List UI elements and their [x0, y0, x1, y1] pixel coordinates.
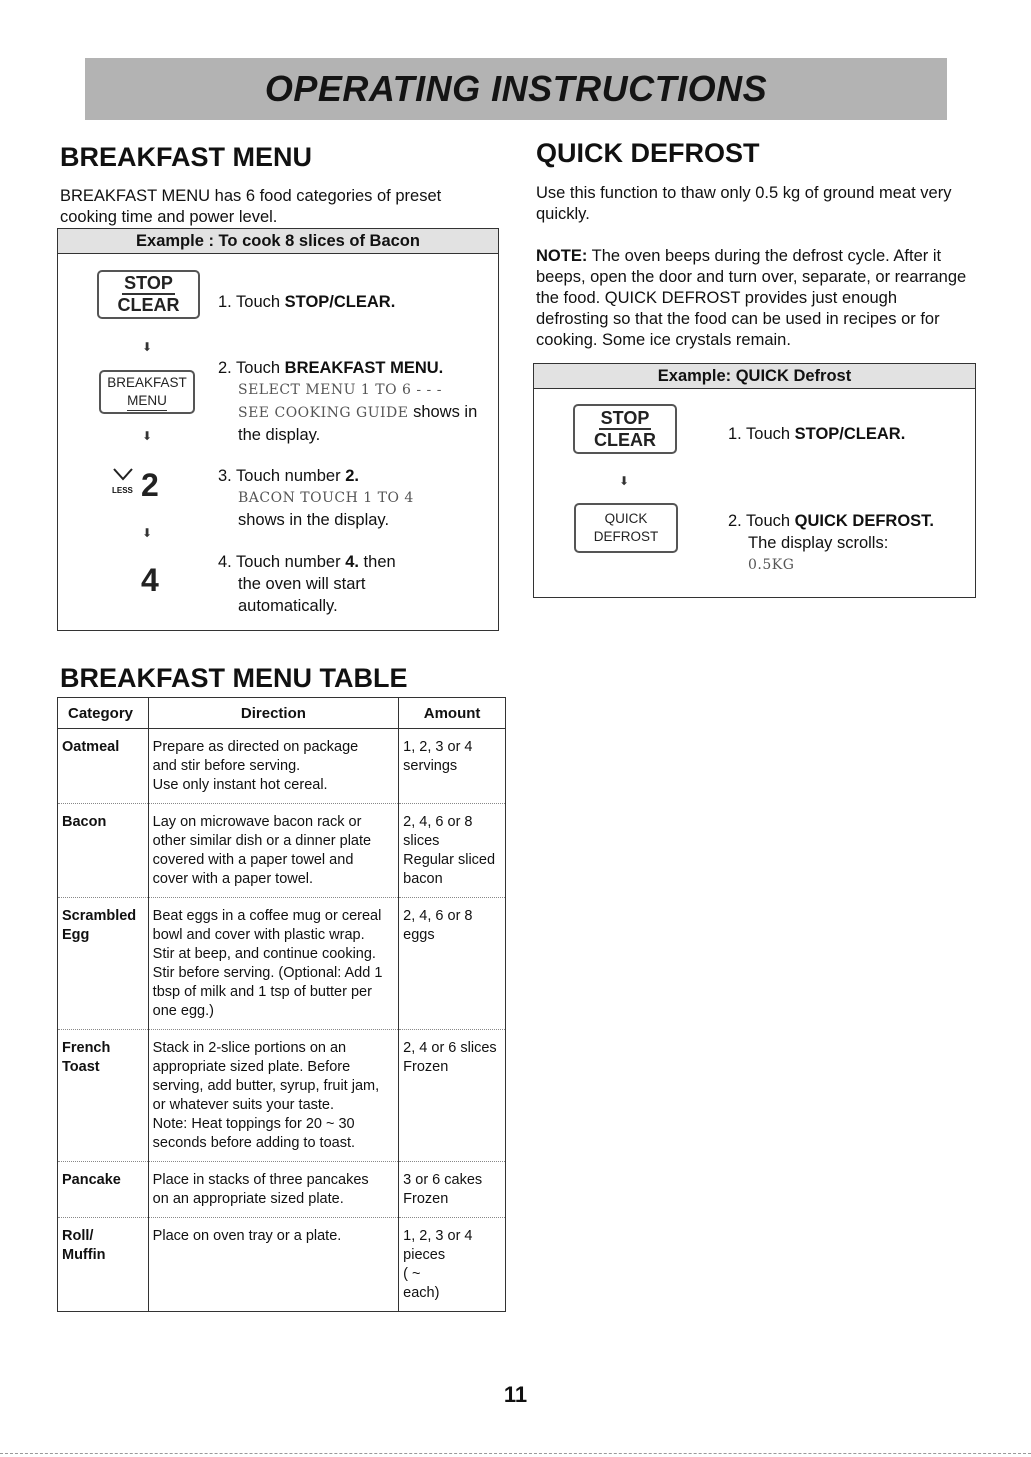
less-label: LESS — [112, 486, 133, 495]
category-cell — [58, 1162, 149, 1218]
direction-cell-line: Beat eggs in a coffee mug or cereal — [152, 908, 382, 924]
breakfast-example-box — [57, 228, 499, 631]
amount-cell-line: eggs — [403, 927, 435, 943]
stop-label: STOP — [124, 273, 173, 293]
breakfast-menu-label-top: BREAKFAST — [107, 374, 187, 390]
quick-label: QUICK — [604, 511, 648, 526]
direction-cell-line: Lay on microwave bacon rack or — [152, 814, 362, 830]
category-cell — [58, 804, 149, 898]
table-heading: BREAKFAST MENU TABLE — [60, 663, 408, 693]
category-cell — [58, 729, 149, 804]
category-cell — [58, 898, 149, 1030]
quick-step-1: 1. Touch STOP/CLEAR. — [728, 425, 906, 443]
direction-cell — [148, 804, 399, 898]
number-4-key[interactable]: 4 — [141, 562, 159, 598]
table-row — [58, 804, 506, 898]
display-text-select-menu: SELECT MENU 1 TO 6 - - - — [238, 382, 442, 398]
table-header-row — [58, 698, 506, 729]
direction-cell-line: other similar dish or a dinner plate — [152, 833, 372, 849]
direction-cell-line: cover with a paper towel. — [152, 871, 314, 887]
amount-cell — [399, 1162, 506, 1218]
amount-cell — [399, 898, 506, 1030]
amount-cell-line: 2, 4 or 6 slices — [403, 1040, 497, 1056]
direction-cell — [148, 1162, 399, 1218]
display-text-bacon: BACON TOUCH 1 TO 4 — [238, 490, 414, 506]
direction-cell-line: Stir at beep, and continue cooking. — [152, 946, 376, 962]
table-row — [58, 898, 506, 1030]
breakfast-menu-button[interactable] — [99, 370, 195, 414]
display-text-defrost: 0.5KG — [748, 557, 795, 573]
category-cell — [58, 1030, 149, 1162]
direction-cell-line: on an appropriate sized plate. — [152, 1191, 344, 1207]
stop-label: STOP — [600, 407, 650, 428]
amount-cell-line: 3 or 6 cakes — [403, 1172, 483, 1188]
quick-defrost-note: NOTE: The oven beeps during the defrost cycle. After it beeps, open the door and turn over, separate, or rearrange the food. QUICK DEFROST provides just enough defrosting so that the food can be used in recipes or for cooking. Some ice crystals remain. — [536, 247, 967, 349]
table-row — [58, 1162, 506, 1218]
table-row — [58, 729, 506, 804]
page-title: OPERATING INSTRUCTIONS — [264, 68, 768, 109]
breakfast-intro: BREAKFAST MENU has 6 food categories of preset cooking time and power level. — [60, 187, 442, 226]
category-cell-line: Roll/ — [62, 1228, 94, 1244]
category-cell-line: Toast — [62, 1059, 100, 1075]
amount-cell-line: servings — [403, 758, 458, 774]
defrost-label: DEFROST — [593, 529, 659, 544]
amount-cell-line: Frozen — [403, 1191, 449, 1207]
amount-cell — [399, 804, 506, 898]
amount-cell-line: 1, 2, 3 or 4 — [403, 739, 473, 755]
clear-label: CLEAR — [117, 295, 180, 315]
direction-cell-line: Stack in 2-slice portions on an — [152, 1040, 347, 1056]
less-chevron-icon — [112, 467, 134, 495]
breakfast-heading: BREAKFAST MENU — [60, 142, 313, 172]
arrow-down-icon: ⬇ — [142, 340, 153, 354]
amount-cell-line: ( ~ — [403, 1266, 421, 1282]
breakfast-menu-table — [57, 697, 506, 1312]
category-cell-line: French — [62, 1040, 111, 1056]
amount-cell-line: 2, 4, 6 or 8 — [403, 908, 473, 924]
table-row — [58, 1218, 506, 1312]
amount-cell-line: 2, 4, 6 or 8 — [403, 814, 473, 830]
amount-cell — [399, 1030, 506, 1162]
direction-cell-line: covered with a paper towel and — [152, 852, 354, 868]
amount-cell — [399, 729, 506, 804]
direction-cell — [148, 898, 399, 1030]
breakfast-menu-label-bottom: MENU — [127, 392, 167, 411]
direction-cell-line: Stir before serving. (Optional: Add 1 — [152, 965, 383, 981]
bottom-divider — [0, 1453, 1031, 1454]
category-cell-line: Pancake — [62, 1172, 121, 1188]
number-2-key[interactable]: 2 — [141, 467, 159, 503]
quick-step-2: 2. Touch QUICK DEFROST. The display scrolls: 0.5KG — [728, 510, 968, 576]
quick-defrost-example-box — [533, 363, 976, 598]
direction-cell — [148, 1218, 399, 1312]
direction-cell-line: Note: Heat toppings for 20 ~ 30 — [152, 1116, 355, 1132]
header-direction: Direction — [148, 698, 399, 729]
amount-cell-line: 1, 2, 3 or 4 — [403, 1228, 473, 1244]
page-number: 11 — [503, 1382, 528, 1407]
arrow-down-icon: ⬇ — [142, 429, 153, 443]
arrow-down-icon: ⬇ — [142, 526, 153, 540]
page-banner — [85, 58, 947, 120]
direction-cell-line: Place in stacks of three pancakes — [152, 1172, 369, 1188]
quick-defrost-heading: QUICK DEFROST — [536, 138, 760, 168]
amount-cell-line: slices — [403, 833, 440, 849]
category-cell — [58, 1218, 149, 1312]
direction-cell-line: or whatever suits your taste. — [152, 1097, 334, 1113]
breakfast-step-1: 1. Touch STOP/CLEAR. — [218, 293, 396, 311]
category-cell-line: Bacon — [62, 814, 107, 830]
breakfast-step-4: 4. Touch number 4. then the oven will start automatically. — [218, 553, 396, 615]
quick-defrost-intro: Use this function to thaw only 0.5 kg of ground meat very quickly. — [536, 184, 952, 223]
category-cell-line: Oatmeal — [62, 739, 120, 755]
header-amount: Amount — [399, 698, 506, 729]
breakfast-step-2: 2. Touch BREAKFAST MENU. SELECT MENU 1 TO 6 - - - SEE COOKING GUIDE shows in the display. — [218, 357, 493, 446]
amount-cell-line: bacon — [403, 871, 443, 887]
category-cell-line: Egg — [62, 927, 90, 943]
direction-cell-line: and stir before serving. — [152, 758, 301, 774]
direction-cell-line: one egg.) — [152, 1003, 214, 1019]
amount-cell-line: each) — [403, 1285, 440, 1301]
amount-cell-line: Frozen — [403, 1059, 449, 1075]
header-category: Category — [58, 698, 149, 729]
direction-cell-line: seconds before adding to toast. — [152, 1135, 356, 1151]
direction-cell-line: bowl and cover with plastic wrap. — [152, 927, 365, 943]
amount-cell-line: pieces — [403, 1247, 446, 1263]
quick-defrost-button[interactable] — [574, 503, 678, 553]
category-cell-line: Muffin — [62, 1247, 106, 1263]
direction-cell — [148, 729, 399, 804]
arrow-down-icon: ⬇ — [619, 474, 630, 488]
direction-cell-line: Place on oven tray or a plate. — [152, 1228, 342, 1244]
direction-cell-line: appropriate sized plate. Before — [152, 1059, 351, 1075]
table-row — [58, 1030, 506, 1162]
quick-defrost-example-title: Example: QUICK Defrost — [534, 364, 975, 389]
clear-label: CLEAR — [594, 429, 656, 450]
stop-clear-button[interactable] — [97, 270, 200, 319]
category-cell-line: Scrambled — [62, 908, 137, 924]
direction-cell-line: Prepare as directed on package — [152, 739, 359, 755]
amount-cell-line: Regular sliced — [403, 852, 496, 868]
direction-cell-line: Use only instant hot cereal. — [152, 777, 328, 793]
breakfast-step-3: 3. Touch number 2. BACON TOUCH 1 TO 4 shows in the display. — [218, 465, 493, 531]
breakfast-example-title: Example : To cook 8 slices of Bacon — [58, 229, 498, 254]
direction-cell-line: tbsp of milk and 1 tsp of butter per — [152, 984, 372, 1000]
direction-cell-line: serving, add butter, syrup, fruit jam, — [152, 1078, 380, 1094]
stop-clear-button[interactable] — [573, 404, 677, 454]
direction-cell — [148, 1030, 399, 1162]
amount-cell — [399, 1218, 506, 1312]
display-text-cooking-guide: SEE COOKING GUIDE — [238, 405, 409, 421]
